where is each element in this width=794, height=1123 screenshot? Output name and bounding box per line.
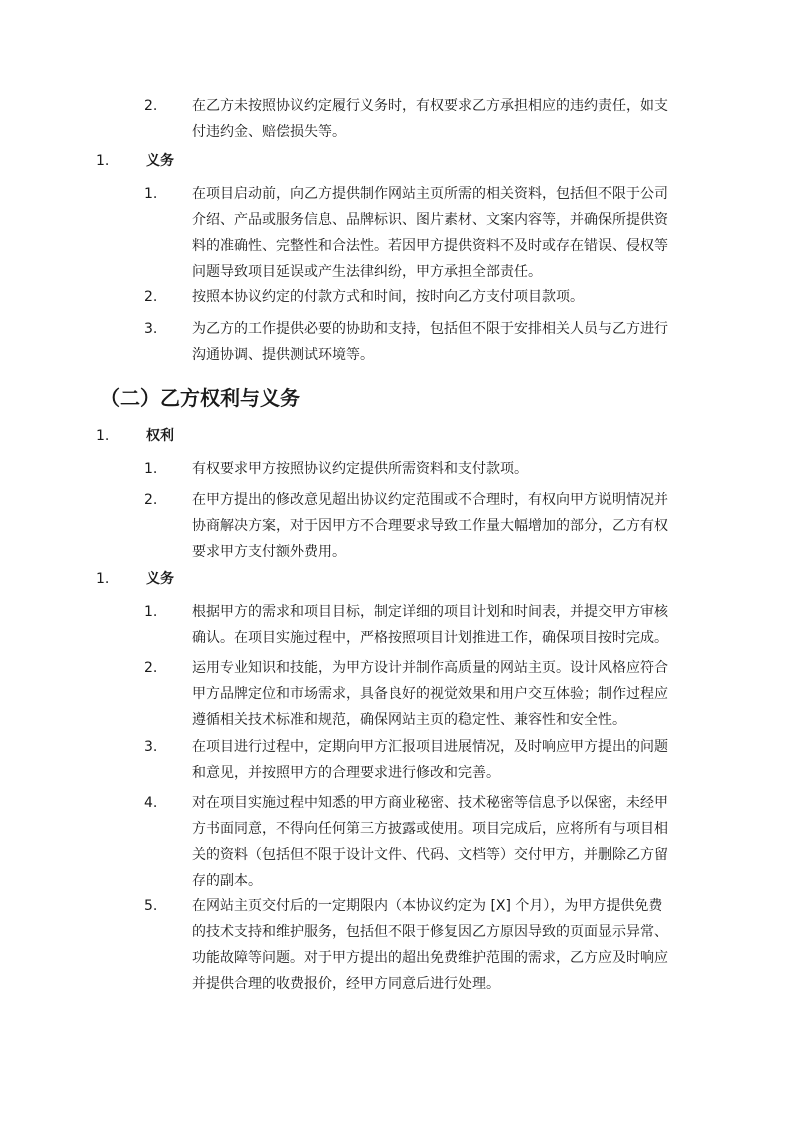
item-number: 1.: [144, 604, 158, 620]
text-line: 按照本协议约定的付款方式和时间，按时向乙方支付项目款项。: [192, 289, 584, 305]
item-number: 1.: [144, 461, 158, 477]
text-line: 确认。在项目实施过程中，严格按照项目计划推进工作，确保项目按时完成。: [192, 630, 668, 646]
text-line: 介绍、产品或服务信息、品牌标识、图片素材、文案内容等，并确保所提供资: [192, 212, 668, 228]
item-text: [192, 487, 702, 565]
text-line: 遵循相关技术标准和规范，确保网站主页的稳定性、兼容性和安全性。: [192, 712, 626, 728]
item-text: [192, 893, 702, 997]
item-number: 2.: [144, 660, 158, 676]
item-text: [192, 316, 702, 368]
text-line: 甲方品牌定位和市场需求，具备良好的视觉效果和用户交互体验；制作过程应: [192, 686, 668, 702]
text-line: 存的副本。: [192, 873, 262, 889]
text-line: 料的准确性、完整性和合法性。若因甲方提供资料不及时或存在错误、侵权等: [192, 238, 668, 254]
text-line: 并提供合理的收费报价，经甲方同意后进行处理。: [192, 976, 500, 992]
section-label: 权利: [146, 428, 174, 444]
item-text: [192, 93, 702, 145]
item-text: [192, 734, 702, 786]
text-line: 和意见，并按照甲方的合理要求进行修改和完善。: [192, 765, 500, 781]
text-line: 对在项目实施过程中知悉的甲方商业秘密、技术秘密等信息予以保密，未经甲: [192, 795, 668, 811]
section-number: 1.: [96, 428, 110, 444]
item-number: 2.: [144, 492, 158, 508]
item-number: 3.: [144, 739, 158, 755]
item-number: 3.: [144, 321, 158, 337]
item-text: [192, 284, 702, 310]
section-label: 义务: [146, 153, 174, 169]
text-line: 协商解决方案，对于因甲方不合理要求导致工作量大幅增加的部分，乙方有权: [192, 518, 668, 534]
item-text: [192, 599, 702, 651]
item-text: [192, 655, 702, 733]
text-line: 在项目进行过程中，定期向甲方汇报项目进展情况，及时响应甲方提出的问题: [192, 739, 668, 755]
text-line: 在网站主页交付后的一定期限内（本协议约定为 [X] 个月），为甲方提供免费: [192, 898, 663, 914]
text-line: 付违约金、赔偿损失等。: [192, 124, 346, 140]
text-line: 问题导致项目延误或产生法律纠纷，甲方承担全部责任。: [192, 264, 542, 280]
item-number: 1.: [144, 186, 158, 202]
text-line: 关的资料（包括但不限于设计文件、代码、文档等）交付甲方，并删除乙方留: [192, 847, 668, 863]
section-number: 1.: [96, 571, 110, 587]
text-line: 在乙方未按照协议约定履行义务时，有权要求乙方承担相应的违约责任，如支: [192, 98, 668, 114]
item-text: [192, 790, 702, 894]
item-number: 4.: [144, 795, 158, 811]
text-line: 根据甲方的需求和项目目标，制定详细的项目计划和时间表，并提交甲方审核: [192, 604, 668, 620]
item-text: [192, 181, 702, 285]
text-line: 为乙方的工作提供必要的协助和支持，包括但不限于安排相关人员与乙方进行: [192, 321, 668, 337]
text-line: 运用专业知识和技能，为甲方设计并制作高质量的网站主页。设计风格应符合: [192, 660, 668, 676]
text-line: 的技术支持和维护服务，包括但不限于修复因乙方原因导致的页面显示异常、: [192, 924, 668, 940]
item-number: 5.: [144, 898, 158, 914]
text-line: 在甲方提出的修改意见超出协议约定范围或不合理时，有权向甲方说明情况并: [192, 492, 668, 508]
text-line: 方书面同意，不得向任何第三方披露或使用。项目完成后，应将所有与项目相: [192, 821, 668, 837]
section-label: 义务: [146, 571, 174, 587]
section-heading: （二）乙方权利与义务: [100, 386, 300, 410]
text-line: 有权要求甲方按照协议约定提供所需资料和支付款项。: [192, 461, 528, 477]
item-number: 2.: [144, 289, 158, 305]
section-number: 1.: [96, 153, 110, 169]
text-line: 沟通协调、提供测试环境等。: [192, 347, 374, 363]
text-line: 功能故障等问题。对于甲方提出的超出免费维护范围的需求，乙方应及时响应: [192, 950, 668, 966]
item-number: 2.: [144, 98, 158, 114]
text-line: 要求甲方支付额外费用。: [192, 544, 346, 560]
text-line: 在项目启动前，向乙方提供制作网站主页所需的相关资料，包括但不限于公司: [192, 186, 668, 202]
item-text: [192, 456, 702, 482]
